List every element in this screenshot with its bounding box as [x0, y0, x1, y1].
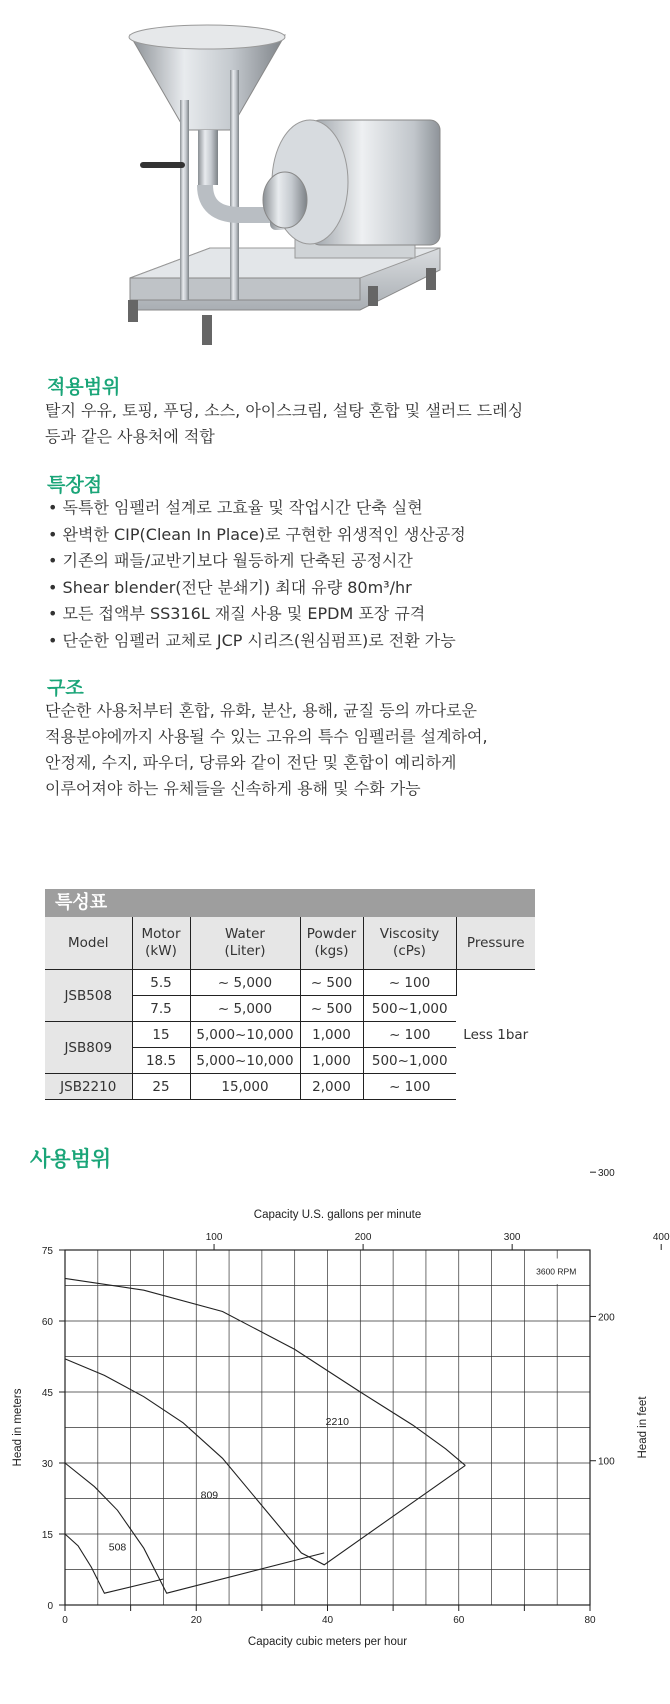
x-tick-label: 80: [584, 1615, 596, 1626]
header-water: [190, 917, 300, 970]
right-tick-label: 200: [598, 1312, 615, 1324]
header-line: (cPs): [393, 943, 426, 959]
header-line: (Liter): [224, 943, 266, 959]
feature-item: • 완벽한 CIP(Clean In Place)로 구현한 위생적인 생산공정: [48, 522, 608, 549]
water-cell: 15,000: [190, 1074, 300, 1100]
application-title: 적용범위: [47, 376, 121, 398]
y-tick-label: 0: [47, 1601, 53, 1612]
water-cell: ~ 5,000: [190, 970, 300, 996]
header-powder: [300, 917, 363, 970]
water-cell: 5,000~10,000: [190, 1048, 300, 1074]
y2-axis-label: Head in feet: [637, 1396, 649, 1459]
y-tick-label: 60: [41, 1317, 53, 1328]
powder-cell: 2,000: [300, 1074, 363, 1100]
structure-line: 안정제, 수지, 파우더, 당류와 같이 전단 및 혼합이 예리하게: [45, 753, 457, 772]
spec-table-title: 특성표: [45, 889, 535, 917]
x-axis-label: Capacity cubic meters per hour: [247, 1636, 408, 1648]
rpm-annotation: 3600 RPM: [536, 1266, 577, 1277]
header-line: Motor: [141, 926, 181, 942]
right-tick-label: 300: [598, 1168, 615, 1180]
spec-table-section: [45, 889, 535, 1100]
usage-title: 사용범위: [30, 1147, 112, 1171]
motor-cell: 7.5: [132, 996, 190, 1022]
motor-cell: 18.5: [132, 1048, 190, 1074]
x-tick-label: 60: [453, 1615, 465, 1626]
model-cell: JSB2210: [45, 1074, 132, 1100]
y-axis-label: Head in meters: [12, 1388, 24, 1467]
model-cell: JSB508: [45, 970, 132, 1022]
feature-item: • 단순한 임펠러 교체로 JCP 시리즈(원심펌프)로 전환 가능: [48, 628, 608, 655]
structure-line: 적용분야에까지 사용될 수 있는 고유의 특수 임펠러를 설계하여,: [45, 727, 488, 746]
top-tick-label: 300: [503, 1232, 521, 1243]
motor-cell: 5.5: [132, 970, 190, 996]
application-line: 등과 같은 사용처에 적합: [45, 427, 215, 446]
header-line: Viscosity: [379, 926, 440, 942]
x-tick-label: 40: [321, 1615, 334, 1626]
header-line: (kgs): [314, 943, 349, 959]
features-title: 특장점: [47, 474, 103, 496]
pump-curve-svg: [0, 1168, 670, 1700]
header-line: Water: [225, 926, 265, 942]
application-line: 탈지 우유, 토핑, 푸딩, 소스, 아이스크림, 설탕 혼합 및 샐러드 드레싱: [45, 401, 524, 420]
header-viscosity: [363, 917, 456, 970]
header-line: Powder: [306, 926, 357, 942]
application-text: [45, 398, 605, 450]
spec-table: [45, 917, 535, 1100]
viscosity-cell: 500~1,000: [363, 1048, 456, 1074]
pressure-cell: Less 1bar: [456, 970, 535, 1100]
top-tick-label: 200: [354, 1232, 372, 1243]
powder-cell: 1,000: [300, 1048, 363, 1074]
y-tick-label: 15: [41, 1530, 53, 1541]
structure-title: 구조: [47, 677, 84, 699]
powder-cell: ~ 500: [300, 970, 363, 996]
model-cell: JSB809: [45, 1022, 132, 1074]
top-tick-label: 100: [205, 1232, 223, 1243]
structure-line: 단순한 사용처부터 혼합, 유화, 분산, 용해, 균질 등의 까다로운: [45, 701, 477, 720]
curve-label: 508: [108, 1541, 127, 1554]
x-tick-label: 20: [190, 1615, 202, 1626]
pump-curve-chart: [0, 1168, 670, 1700]
structure-line: 이루어져야 하는 유체들을 신속하게 용해 및 수화 가능: [45, 779, 421, 798]
chart-title: Capacity U.S. gallons per minute: [253, 1209, 422, 1221]
feature-item: • 독특한 임펠러 설계로 고효율 및 작업시간 단축 실현: [48, 495, 608, 522]
structure-text: [45, 698, 605, 802]
header-motor: [132, 917, 190, 970]
x-tick-label: 0: [62, 1615, 68, 1626]
header-pressure: Pressure: [456, 917, 535, 970]
powder-cell: ~ 500: [300, 996, 363, 1022]
motor-cell: 25: [132, 1074, 190, 1100]
table-row: [45, 970, 535, 996]
y-tick-label: 45: [41, 1388, 53, 1399]
top-tick-label: 400: [652, 1232, 670, 1243]
feature-item: • Shear blender(전단 분쇄기) 최대 유량 80m³/hr: [48, 575, 608, 602]
viscosity-cell: ~ 100: [363, 1022, 456, 1048]
feature-item: • 기존의 패들/교반기보다 월등하게 단축된 공정시간: [48, 548, 608, 575]
feature-item: • 모든 접액부 SS316L 재질 사용 및 EPDM 포장 규격: [48, 601, 608, 628]
header-line: (kW): [145, 943, 177, 959]
curve-label: 809: [200, 1489, 219, 1502]
header-model: Model: [45, 917, 132, 970]
viscosity-cell: 500~1,000: [363, 996, 456, 1022]
viscosity-cell: ~ 100: [363, 1074, 456, 1100]
motor-cell: 15: [132, 1022, 190, 1048]
powder-cell: 1,000: [300, 1022, 363, 1048]
water-cell: ~ 5,000: [190, 996, 300, 1022]
y-tick-label: 75: [41, 1246, 53, 1257]
product-image: [110, 10, 490, 360]
curve-envelope: [65, 1278, 465, 1465]
water-cell: 5,000~10,000: [190, 1022, 300, 1048]
right-tick-label: 100: [598, 1456, 615, 1468]
y-tick-label: 30: [41, 1459, 53, 1470]
curve-label: 2210: [325, 1416, 350, 1429]
viscosity-cell: ~ 100: [363, 970, 456, 996]
features-list: [48, 495, 608, 654]
curve-809: [65, 1463, 324, 1593]
